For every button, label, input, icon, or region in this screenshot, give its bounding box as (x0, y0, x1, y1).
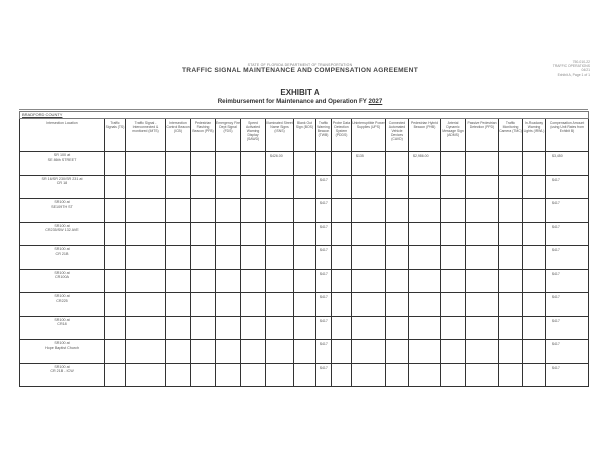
device-cost-cell (523, 293, 546, 317)
device-cost-cell (166, 222, 191, 246)
device-cost-cell (352, 199, 386, 223)
column-header: Traffic Warning Beacon (TWB) (316, 119, 332, 152)
device-cost-cell (166, 363, 191, 387)
device-cost-cell (352, 269, 386, 293)
device-cost-cell (266, 199, 294, 223)
device-cost-cell (294, 246, 316, 270)
location-line: SR100 at (54, 200, 70, 204)
device-cost-cell (126, 269, 166, 293)
device-cost-cell (241, 152, 266, 176)
location-line: CR 21B - ICW (50, 369, 74, 373)
device-cost-cell (241, 363, 266, 387)
device-cost-cell (466, 199, 499, 223)
location-line: SR100 at (54, 364, 70, 369)
title-divider (19, 109, 588, 110)
device-cost-cell (466, 269, 499, 293)
device-cost-cell (126, 199, 166, 223)
device-cost-cell (266, 246, 294, 270)
device-cost-cell (216, 293, 241, 317)
device-cost-cell (386, 363, 409, 387)
device-cost-cell (386, 199, 409, 223)
device-cost-cell (166, 340, 191, 364)
device-cost-cell (466, 246, 499, 270)
device-cost-cell (409, 269, 441, 293)
device-cost-cell (266, 269, 294, 293)
column-header: Traffic Signals (TS) (105, 119, 126, 152)
device-cost-cell (241, 293, 266, 317)
column-header: Traffic Monitoring Camera (TMC) (499, 119, 523, 152)
device-cost-cell (294, 340, 316, 364)
compensation-amount: $417 (546, 293, 589, 317)
device-cost-cell (126, 175, 166, 199)
device-cost-cell (191, 293, 216, 317)
table-row (20, 293, 589, 317)
device-cost-cell (191, 316, 216, 340)
compensation-amount: $3,450 (546, 152, 589, 176)
device-cost-cell (332, 316, 352, 340)
device-cost-cell (352, 340, 386, 364)
intersection-location (20, 246, 105, 270)
table-row (20, 246, 589, 270)
device-cost-cell (409, 246, 441, 270)
device-cost-cell (216, 246, 241, 270)
device-cost-cell (499, 199, 523, 223)
device-cost-cell (441, 175, 466, 199)
device-cost-cell (105, 152, 126, 176)
compensation-amount: $417 (546, 199, 589, 223)
device-cost-cell (294, 316, 316, 340)
device-cost-cell (105, 269, 126, 293)
location-line: CR100A (55, 275, 69, 279)
form-office: TRAFFIC OPERATIONS (552, 64, 590, 69)
column-header: Arterial Dynamic Message Sign (ADMS) (441, 119, 466, 152)
device-cost-cell (294, 269, 316, 293)
location-line: SR 16/SR 230/SR 231 at (41, 176, 83, 181)
device-cost-cell (266, 293, 294, 317)
device-cost-cell (126, 246, 166, 270)
compensation-amount: $417 (546, 269, 589, 293)
device-cost-cell (294, 199, 316, 223)
location-line: SR100 at (54, 270, 70, 275)
device-cost-cell (409, 363, 441, 387)
device-cost-cell (216, 363, 241, 387)
device-cost-cell (241, 175, 266, 199)
device-cost-cell (332, 269, 352, 293)
device-cost-cell (191, 269, 216, 293)
device-cost-cell (409, 222, 441, 246)
intersection-location (20, 222, 105, 246)
device-cost-cell (523, 222, 546, 246)
device-cost-cell (441, 293, 466, 317)
agency-name: STATE OF FLORIDA DEPARTMENT OF TRANSPORTATION (247, 63, 353, 67)
table-row (20, 316, 589, 340)
device-cost-cell (409, 316, 441, 340)
location-line: SE 86th STREET (47, 157, 77, 162)
device-cost-cell (352, 222, 386, 246)
device-cost-cell (241, 222, 266, 246)
column-header: Traffic Signal - Interconnected & monitored (IMTS) (126, 119, 166, 152)
device-cost-cell (332, 246, 352, 270)
device-cost-cell (523, 199, 546, 223)
exhibit-label: EXHIBIT A (280, 88, 320, 97)
device-cost-cell (499, 316, 523, 340)
reimbursement-table (19, 111, 589, 387)
compensation-amount: $417 (546, 175, 589, 199)
location-line: CR 21B (55, 251, 69, 256)
device-cost-cell (352, 175, 386, 199)
device-cost-cell (126, 316, 166, 340)
compensation-amount: $417 (546, 316, 589, 340)
device-cost-cell (499, 293, 523, 317)
device-cost-cell (105, 316, 126, 340)
device-cost-cell (466, 175, 499, 199)
intersection-location (20, 316, 105, 340)
column-header: Speed Activated Warning Display (SAWD) (241, 119, 266, 152)
device-cost-cell (266, 340, 294, 364)
device-cost-cell (332, 340, 352, 364)
device-cost-cell (499, 152, 523, 176)
device-cost-cell (191, 246, 216, 270)
device-cost-cell (441, 316, 466, 340)
device-cost-cell (332, 293, 352, 317)
location-line: CR18 (57, 322, 67, 326)
device-cost-cell (523, 246, 546, 270)
location-line: SR100 at (54, 341, 70, 345)
device-cost-cell (386, 316, 409, 340)
column-header: Uninterruptible Power Supplies (UPS) (352, 119, 386, 152)
device-cost-cell: $426.00 (266, 152, 294, 176)
device-cost-cell: $417 (316, 222, 332, 246)
column-header: Passive Pedestrian Detection (PPD) (466, 119, 499, 152)
compensation-amount: $417 (546, 222, 589, 246)
device-cost-cell (386, 269, 409, 293)
device-cost-cell (105, 363, 126, 387)
device-cost-cell (166, 199, 191, 223)
device-cost-cell (523, 340, 546, 364)
table-row (20, 269, 589, 293)
column-header: Intersection Control Beacon (ICB) (166, 119, 191, 152)
device-cost-cell (352, 246, 386, 270)
device-cost-cell (166, 175, 191, 199)
table-row (20, 340, 589, 364)
device-cost-cell (126, 293, 166, 317)
column-header: Emergency Fire Dept Signal (FDS) (216, 119, 241, 152)
column-header: In-Roadway Warning Lights (IRWL) (523, 119, 546, 152)
device-cost-cell (294, 293, 316, 317)
device-cost-cell (466, 293, 499, 317)
device-cost-cell (294, 175, 316, 199)
table-row (20, 363, 589, 387)
device-cost-cell (241, 316, 266, 340)
device-cost-cell (386, 246, 409, 270)
device-cost-cell (216, 269, 241, 293)
device-cost-cell (466, 152, 499, 176)
device-cost-cell (191, 222, 216, 246)
column-header: Blank Out Sign (BOS) (294, 119, 316, 152)
column-header: Connected Automated Vehicle Devices (CAVD) (386, 119, 409, 152)
device-cost-cell (166, 293, 191, 317)
device-cost-cell: $417 (316, 269, 332, 293)
device-cost-cell (332, 363, 352, 387)
device-cost-cell (499, 246, 523, 270)
device-cost-cell (499, 222, 523, 246)
device-cost-cell (126, 363, 166, 387)
intersection-location (20, 175, 105, 199)
device-cost-cell (216, 340, 241, 364)
device-cost-cell (466, 363, 499, 387)
compensation-amount: $417 (546, 363, 589, 387)
location-line: SR100 at (54, 294, 70, 298)
device-cost-cell (105, 340, 126, 364)
device-cost-cell (191, 363, 216, 387)
device-cost-cell (499, 269, 523, 293)
device-cost-cell (441, 199, 466, 223)
column-header: Probe Data Detection System (PDDS) (332, 119, 352, 152)
intersection-location (20, 152, 105, 176)
device-cost-cell (466, 316, 499, 340)
header-row (20, 119, 589, 152)
location-line: CR225 (56, 298, 68, 303)
device-cost-cell (216, 152, 241, 176)
table-row (20, 152, 589, 176)
device-cost-cell (386, 175, 409, 199)
device-cost-cell (294, 363, 316, 387)
device-cost-cell (352, 316, 386, 340)
device-cost-cell (409, 293, 441, 317)
device-cost-cell: $417 (316, 246, 332, 270)
table-row (20, 222, 589, 246)
device-cost-cell (523, 152, 546, 176)
location-line: SR100 at (54, 223, 70, 228)
device-cost-cell (409, 175, 441, 199)
device-cost-cell (499, 340, 523, 364)
agreement-title: TRAFFIC SIGNAL MAINTENANCE AND COMPENSATION AGREEMENT (181, 67, 419, 74)
device-cost-cell (386, 152, 409, 176)
device-cost-cell (466, 340, 499, 364)
intersection-location (20, 340, 105, 364)
device-cost-cell (441, 222, 466, 246)
device-cost-cell: $417 (316, 199, 332, 223)
form-number: 750-010-22 (572, 60, 590, 64)
device-cost-cell (105, 199, 126, 223)
device-cost-cell (105, 222, 126, 246)
device-cost-cell (166, 316, 191, 340)
device-cost-cell (216, 222, 241, 246)
exhibit-subtitle (0, 98, 600, 105)
county-row (20, 112, 589, 119)
column-header: Illuminated Street Name Signs (ISNS) (266, 119, 294, 152)
column-header: Pedestrian Flashing Beacon (PFB) (191, 119, 216, 152)
device-cost-cell (191, 152, 216, 176)
form-date: 04/21 (581, 68, 590, 73)
location-line: CR 18 (56, 181, 68, 185)
device-cost-cell (523, 175, 546, 199)
device-cost-cell (126, 340, 166, 364)
device-cost-cell (266, 363, 294, 387)
subtitle-text: Reimbursement for Maintenance and Operation FY (217, 98, 369, 105)
intersection-location (20, 269, 105, 293)
device-cost-cell (409, 340, 441, 364)
location-line: SR 100 at (53, 153, 71, 157)
device-cost-cell: $417 (316, 340, 332, 364)
device-cost-cell (216, 199, 241, 223)
device-cost-cell: $417 (316, 293, 332, 317)
device-cost-cell (294, 152, 316, 176)
location-line: CR235/SW 132 AVE (45, 228, 79, 232)
device-cost-cell (216, 316, 241, 340)
location-line: SR100 at (54, 247, 70, 251)
device-cost-cell (523, 363, 546, 387)
intersection-location (20, 293, 105, 317)
form-id-block (553, 60, 590, 77)
device-cost-cell: $417 (316, 316, 332, 340)
device-cost-cell (332, 152, 352, 176)
device-cost-cell (332, 175, 352, 199)
device-cost-cell (216, 175, 241, 199)
device-cost-cell (466, 222, 499, 246)
device-cost-cell (441, 152, 466, 176)
device-cost-cell (241, 199, 266, 223)
device-cost-cell (332, 199, 352, 223)
location-line: SE109TH ST (51, 204, 73, 209)
table-row (20, 199, 589, 223)
location-line: Hope Baptist Church (44, 345, 80, 350)
county-name: BRADFORD COUNTY (20, 112, 589, 119)
device-cost-cell (386, 340, 409, 364)
device-cost-cell: $417 (316, 363, 332, 387)
device-cost-cell (266, 175, 294, 199)
device-cost-cell (241, 269, 266, 293)
device-cost-cell (105, 175, 126, 199)
device-cost-cell (166, 246, 191, 270)
device-cost-cell (523, 269, 546, 293)
device-cost-cell (105, 246, 126, 270)
device-cost-cell (266, 222, 294, 246)
column-header: Compensation Amount (using Unit Rates from Exhibit B) (546, 119, 589, 152)
table-row (20, 175, 589, 199)
device-cost-cell (166, 152, 191, 176)
device-cost-cell: $2,986.00 (409, 152, 441, 176)
device-cost-cell (441, 246, 466, 270)
fiscal-year: 2027 (368, 98, 383, 105)
intersection-location (20, 199, 105, 223)
device-cost-cell: $417 (316, 175, 332, 199)
device-cost-cell (266, 316, 294, 340)
column-header: Intersection Location (20, 119, 105, 152)
device-cost-cell (499, 175, 523, 199)
device-cost-cell (241, 246, 266, 270)
device-cost-cell (441, 340, 466, 364)
device-cost-cell (126, 222, 166, 246)
device-cost-cell (352, 293, 386, 317)
device-cost-cell (332, 222, 352, 246)
device-cost-cell (166, 269, 191, 293)
device-cost-cell (316, 152, 332, 176)
device-cost-cell (523, 316, 546, 340)
compensation-amount: $417 (546, 246, 589, 270)
device-cost-cell (499, 363, 523, 387)
device-cost-cell: $135 (352, 152, 386, 176)
device-cost-cell (386, 222, 409, 246)
device-cost-cell (191, 340, 216, 364)
device-cost-cell (191, 175, 216, 199)
device-cost-cell (409, 199, 441, 223)
compensation-amount: $417 (546, 340, 589, 364)
column-header: Pedestrian Hybrid Beacon (PHB) (409, 119, 441, 152)
device-cost-cell (191, 199, 216, 223)
device-cost-cell (441, 363, 466, 387)
device-cost-cell (126, 152, 166, 176)
device-cost-cell (386, 293, 409, 317)
intersection-location (20, 363, 105, 387)
device-cost-cell (241, 340, 266, 364)
location-line: SR100 at (54, 317, 70, 322)
device-cost-cell (294, 222, 316, 246)
device-cost-cell (105, 293, 126, 317)
form-page: Exhibit A, Page 1 of 1 (557, 72, 590, 77)
device-cost-cell (352, 363, 386, 387)
device-cost-cell (441, 269, 466, 293)
